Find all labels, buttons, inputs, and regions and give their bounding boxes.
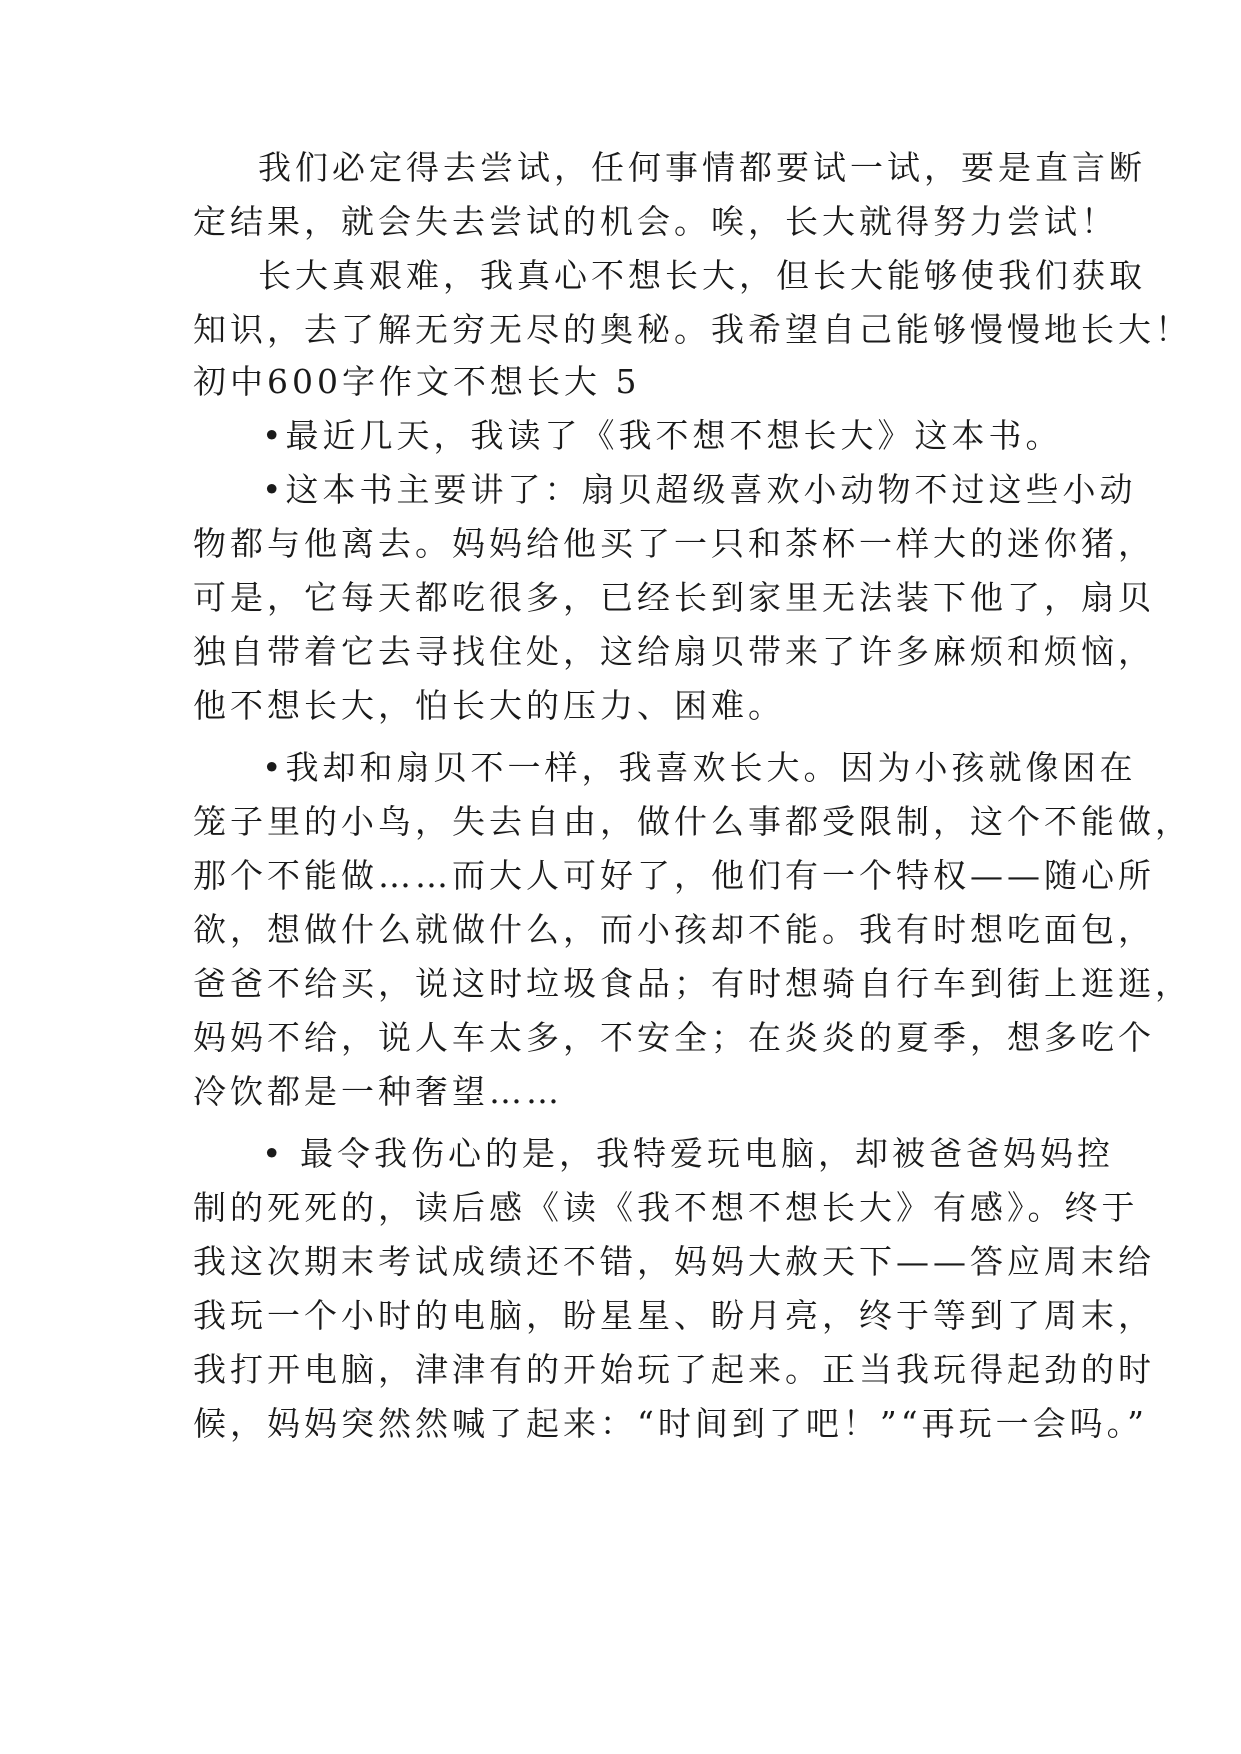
text-line: 冷饮都是一种奢望…… — [193, 1072, 563, 1111]
text-line: 物都与他离去。妈妈给他买了一只和茶杯一样大的迷你猪， — [193, 524, 1155, 563]
text-line: • 最令我伤心的是，我特爱玩电脑，却被爸爸妈妈控 — [262, 1134, 1114, 1173]
text-line: •这本书主要讲了：扇贝超级喜欢小动物不过这些小动 — [262, 470, 1137, 509]
text-line: 制的死死的，读后感《读《我不想不想长大》有感》。终于 — [193, 1188, 1139, 1227]
text-line: 妈妈不给，说人车太多，不安全；在炎炎的夏季，想多吃个 — [193, 1018, 1155, 1057]
text-line: 我这次期末考试成绩还不错，妈妈大赦天下——答应周末给 — [193, 1242, 1155, 1281]
text-line: 长大真艰难，我真心不想长大，但长大能够使我们获取 — [258, 256, 1146, 295]
text-line: 我们必定得去尝试，任何事情都要试一试，要是直言断 — [258, 148, 1146, 187]
text-line: 笼子里的小鸟，失去自由，做什么事都受限制，这个不能做， — [193, 802, 1192, 841]
text-line: 爸爸不给买，说这时垃圾食品；有时想骑自行车到街上逛逛， — [193, 964, 1192, 1003]
text-line: 独自带着它去寻找住处，这给扇贝带来了许多麻烦和烦恼， — [193, 632, 1155, 671]
text-line: 候，妈妈突然然喊了起来：“时间到了吧！”“再玩一会吗。” — [193, 1404, 1148, 1443]
text-line: 可是，它每天都吃很多，已经长到家里无法装下他了，扇贝 — [193, 578, 1155, 617]
text-line: •我却和扇贝不一样，我喜欢长大。因为小孩就像困在 — [262, 748, 1137, 787]
text-line: 那个不能做……而大人可好了，他们有一个特权——随心所 — [193, 856, 1155, 895]
section-heading: 初中600字作文不想长大 5 — [193, 362, 641, 401]
text-line: 我玩一个小时的电脑，盼星星、盼月亮，终于等到了周末， — [193, 1296, 1155, 1335]
text-line: 定结果，就会失去尝试的机会。唉，长大就得努力尝试！ — [193, 202, 1118, 241]
text-line: •最近几天，我读了《我不想不想长大》这本书。 — [262, 416, 1063, 455]
text-line: 他不想长大，怕长大的压力、困难。 — [193, 686, 785, 725]
text-line: 欲，想做什么就做什么，而小孩却不能。我有时想吃面包， — [193, 910, 1155, 949]
text-line: 我打开电脑，津津有的开始玩了起来。正当我玩得起劲的时 — [193, 1350, 1155, 1389]
text-line: 知识，去了解无穷无尽的奥秘。我希望自己能够慢慢地长大！ — [193, 310, 1192, 349]
